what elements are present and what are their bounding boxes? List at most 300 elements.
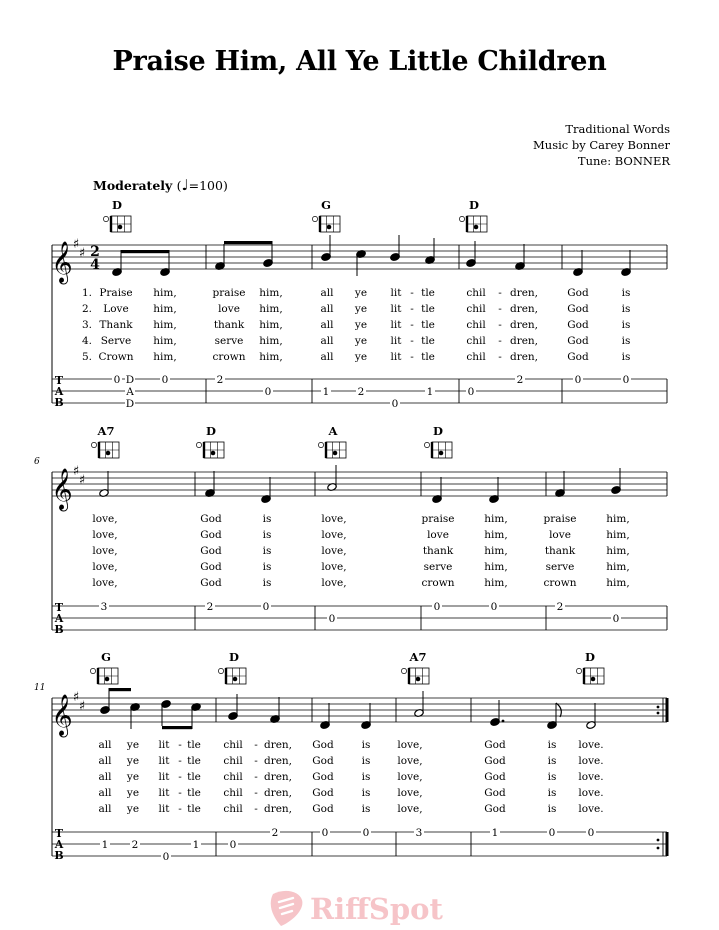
lyric-syllable: - <box>498 303 502 315</box>
lyric-syllable: dren, <box>509 351 539 363</box>
lyric-syllable: dren, <box>509 287 539 299</box>
page-title: Praise Him, All Ye Little Children <box>112 46 607 77</box>
lyric-syllable: God <box>567 319 589 331</box>
verse-number: 2. <box>81 303 92 315</box>
lyric-syllable: him, <box>153 287 177 299</box>
lyric-syllable: love, <box>92 529 118 541</box>
lyric-syllable: is <box>361 739 371 751</box>
lyric-syllable: dren, <box>263 787 293 799</box>
lyric-syllable: is <box>361 803 371 815</box>
lyric-syllable: is <box>547 787 557 799</box>
lyric-syllable: all <box>320 303 334 315</box>
repeat-dot <box>657 712 660 715</box>
lyric-syllable: God <box>567 287 589 299</box>
lyric-syllable: God <box>200 529 222 541</box>
credit-tune: Tune: BONNER <box>577 154 670 168</box>
lyric-syllable: - <box>410 335 414 347</box>
lyric-syllable: serve <box>545 561 575 573</box>
lyric-syllable: him, <box>259 319 283 331</box>
lyric-syllable: him, <box>484 529 508 541</box>
tab-number: 1 <box>322 386 330 398</box>
lyric-syllable: all <box>320 335 334 347</box>
tab-number: 2 <box>271 827 279 839</box>
finger-dot <box>591 677 596 682</box>
lyric-syllable: serve <box>423 561 453 573</box>
tab-number: 1 <box>192 839 200 851</box>
lyric-syllable: love. <box>578 755 604 767</box>
finger-dot <box>233 677 238 682</box>
tab-clef-b: B <box>54 849 64 862</box>
chord-diagram <box>576 668 604 684</box>
tab-clef-b: B <box>54 396 64 409</box>
lyric-syllable: love, <box>397 755 423 767</box>
lyric-syllable: is <box>361 755 371 767</box>
time-signature-top: 2 <box>90 244 100 260</box>
lyric-syllable: love, <box>397 739 423 751</box>
lyric-syllable: God <box>567 351 589 363</box>
tab-number: 2 <box>216 374 224 386</box>
lyric-syllable: him, <box>259 351 283 363</box>
lyric-syllable: him, <box>259 303 283 315</box>
lyric-syllable: him, <box>484 577 508 589</box>
chord-name: A <box>328 424 338 438</box>
open-string-marker <box>103 216 108 221</box>
lyric-syllable: God <box>484 803 506 815</box>
lyric-syllable: God <box>484 787 506 799</box>
lyric-syllable: God <box>567 335 589 347</box>
lyric-syllable: love, <box>92 577 118 589</box>
open-string-marker <box>459 216 464 221</box>
lyric-syllable: serve <box>214 335 244 347</box>
lyric-syllable: God <box>484 771 506 783</box>
lyric-syllable: thank <box>213 319 245 331</box>
logo-text: RiffSpot <box>310 892 443 926</box>
lyric-syllable: tle <box>187 787 201 799</box>
lyric-syllable: is <box>361 771 371 783</box>
lyric-syllable: him, <box>259 335 283 347</box>
lyric-syllable: him, <box>606 513 630 525</box>
measure-number: 6 <box>34 457 40 467</box>
lyric-syllable: - <box>254 787 258 799</box>
lyric-syllable: chil <box>466 319 486 331</box>
tab-clef-a: A <box>54 385 64 398</box>
measure-number: 11 <box>34 683 46 693</box>
lyric-syllable: - <box>178 739 182 751</box>
tempo-value: (♩=100) <box>176 176 228 194</box>
tab-number: 0 <box>622 374 630 386</box>
tab-clef-a: A <box>54 838 64 851</box>
finger-dot <box>333 451 338 456</box>
tab-number: 0 <box>321 827 329 839</box>
lyric-syllable: love, <box>397 787 423 799</box>
lyric-syllable: lit <box>158 771 170 783</box>
lyric-syllable: love, <box>321 513 347 525</box>
lyric-syllable: dren, <box>509 303 539 315</box>
riffspot-logo <box>265 888 455 928</box>
lyric-syllable: him, <box>153 351 177 363</box>
tab-number: 0 <box>391 398 399 410</box>
sharp-icon: ♯ <box>72 464 80 479</box>
lyric-syllable: Love <box>103 303 129 315</box>
repeat-dot <box>657 847 660 850</box>
note <box>100 688 110 714</box>
lyric-syllable: - <box>410 351 414 363</box>
lyric-syllable: him, <box>484 513 508 525</box>
lyric-syllable: is <box>547 803 557 815</box>
chord-diagram <box>312 216 340 232</box>
lyric-syllable: chil <box>223 787 243 799</box>
lyric-syllable: dren, <box>263 771 293 783</box>
chord-diagram <box>91 442 119 458</box>
note <box>390 235 400 261</box>
chord-diagram <box>90 668 118 684</box>
lyric-syllable: him, <box>606 545 630 557</box>
tab-number: 3 <box>100 601 108 613</box>
lyric-syllable: him, <box>484 545 508 557</box>
lyric-syllable: love, <box>321 561 347 573</box>
lyric-syllable: love, <box>321 577 347 589</box>
lyric-syllable: lit <box>158 755 170 767</box>
chord-diagram <box>424 442 452 458</box>
chord-diagram <box>103 216 131 232</box>
tab-number: 0 <box>433 601 441 613</box>
finger-dot <box>118 225 123 230</box>
lyric-syllable: chil <box>223 755 243 767</box>
lyric-syllable: all <box>98 787 112 799</box>
lyric-syllable: is <box>262 529 272 541</box>
lyric-syllable: - <box>178 755 182 767</box>
beam <box>224 241 272 244</box>
tab-number: 0 <box>587 827 595 839</box>
lyric-syllable: is <box>262 561 272 573</box>
tab-number: 0 <box>548 827 556 839</box>
lyric-syllable: God <box>200 513 222 525</box>
finger-dot <box>439 451 444 456</box>
lyric-syllable: love, <box>321 545 347 557</box>
finger-dot <box>105 677 110 682</box>
beam <box>162 726 192 729</box>
lyric-syllable: tle <box>421 335 435 347</box>
tab-number: 3 <box>415 827 423 839</box>
lyric-syllable: chil <box>466 335 486 347</box>
verse-number: 3. <box>81 319 92 331</box>
open-string-marker <box>576 668 581 673</box>
quarter-note-icon: ♩ <box>181 176 189 194</box>
tab-number: 1 <box>101 839 109 851</box>
tab-number: 0 <box>262 601 270 613</box>
lyric-syllable: is <box>621 319 631 331</box>
lyric-syllable: thank <box>544 545 576 557</box>
tab-clef-t: T <box>54 601 64 614</box>
chord-diagram <box>401 668 429 684</box>
lyric-syllable: love, <box>321 529 347 541</box>
lyric-syllable: Crown <box>98 351 134 363</box>
tab-number: 2 <box>131 839 139 851</box>
lyric-syllable: chil <box>223 803 243 815</box>
lyric-syllable: tle <box>187 771 201 783</box>
treble-clef-icon: 𝄞 <box>51 469 73 510</box>
tab-number: 0 <box>467 386 475 398</box>
lyric-syllable: love. <box>578 739 604 751</box>
tab-number: 0 <box>574 374 582 386</box>
tab-clef-t: T <box>54 374 64 387</box>
lyric-syllable: him, <box>259 287 283 299</box>
lyric-syllable: is <box>621 287 631 299</box>
lyric-syllable: ye <box>126 739 140 751</box>
sharp-icon: ♯ <box>72 237 80 252</box>
lyric-syllable: ye <box>354 335 368 347</box>
lyric-syllable: Thank <box>99 319 133 331</box>
lyric-syllable: God <box>312 755 334 767</box>
tab-open-string: D <box>125 374 135 386</box>
lyric-syllable: him, <box>606 577 630 589</box>
lyric-syllable: - <box>254 739 258 751</box>
lyric-syllable: - <box>498 319 502 331</box>
lyric-syllable: chil <box>466 303 486 315</box>
lyric-syllable: is <box>621 335 631 347</box>
open-string-marker <box>318 442 323 447</box>
lyric-syllable: tle <box>421 287 435 299</box>
verse-number: 5. <box>81 351 92 363</box>
finger-dot <box>327 225 332 230</box>
tab-number: 2 <box>516 374 524 386</box>
verse-number: 1. <box>81 287 92 299</box>
sharp-icon: ♯ <box>78 246 86 261</box>
lyric-syllable: love. <box>578 787 604 799</box>
lyric-syllable: tle <box>187 739 201 751</box>
lyric-syllable: ye <box>354 287 368 299</box>
lyric-syllable: - <box>178 803 182 815</box>
finger-dot <box>474 225 479 230</box>
tab-number: 2 <box>206 601 214 613</box>
lyric-syllable: is <box>262 577 272 589</box>
repeat-dot <box>657 706 660 709</box>
credit-words: Traditional Words <box>565 122 670 136</box>
open-string-marker <box>312 216 317 221</box>
tab-clef-a: A <box>54 612 64 625</box>
repeat-dot <box>657 839 660 842</box>
lyric-syllable: love <box>218 303 240 315</box>
lyric-syllable: thank <box>422 545 454 557</box>
note <box>321 235 331 261</box>
lyric-syllable: tle <box>421 351 435 363</box>
tab-clef-b: B <box>54 623 64 636</box>
finger-dot <box>106 451 111 456</box>
lyric-syllable: love, <box>397 803 423 815</box>
chord-name: D <box>206 424 216 438</box>
tab-number: 1 <box>426 386 434 398</box>
lyric-syllable: is <box>262 545 272 557</box>
lyric-syllable: God <box>200 577 222 589</box>
chord-name: D <box>112 198 122 212</box>
lyric-syllable: all <box>320 351 334 363</box>
lyric-syllable: - <box>254 755 258 767</box>
tempo-bpm: 100 <box>199 178 223 193</box>
lyric-syllable: praise <box>212 287 246 299</box>
lyric-syllable: is <box>361 787 371 799</box>
lyric-syllable: lit <box>390 319 402 331</box>
lyric-syllable: tle <box>421 303 435 315</box>
lyric-syllable: love. <box>578 771 604 783</box>
lyric-syllable: love, <box>92 561 118 573</box>
tab-number: 0 <box>362 827 370 839</box>
tab-clef-t: T <box>54 827 64 840</box>
lyric-syllable: lit <box>390 335 402 347</box>
lyric-syllable: - <box>410 287 414 299</box>
lyric-syllable: is <box>621 303 631 315</box>
sharp-icon: ♯ <box>78 473 86 488</box>
lyric-syllable: praise <box>421 513 455 525</box>
lyric-syllable: God <box>484 739 506 751</box>
open-string-marker <box>424 442 429 447</box>
lyric-syllable: God <box>312 739 334 751</box>
treble-clef-icon: 𝄞 <box>51 242 73 283</box>
lyric-syllable: lit <box>390 287 402 299</box>
tab-number: 1 <box>491 827 499 839</box>
sharp-icon: ♯ <box>78 699 86 714</box>
lyric-syllable: lit <box>158 787 170 799</box>
lyric-syllable: tle <box>187 803 201 815</box>
beam <box>121 250 169 253</box>
lyric-syllable: him, <box>153 319 177 331</box>
chord-name: A7 <box>97 424 115 438</box>
lyric-syllable: - <box>178 787 182 799</box>
lyric-syllable: ye <box>354 351 368 363</box>
chord-diagram <box>218 668 246 684</box>
lyric-syllable: chil <box>223 739 243 751</box>
lyric-syllable: ye <box>126 787 140 799</box>
lyric-syllable: ye <box>126 755 140 767</box>
chord-name: D <box>433 424 443 438</box>
tab-number: 0 <box>161 374 169 386</box>
lyric-syllable: - <box>498 287 502 299</box>
chord-name: A7 <box>409 650 427 664</box>
sharp-icon: ♯ <box>72 690 80 705</box>
lyric-syllable: all <box>98 771 112 783</box>
lyric-syllable: tle <box>187 755 201 767</box>
lyric-syllable: praise <box>543 513 577 525</box>
lyric-syllable: lit <box>390 351 402 363</box>
chord-diagram <box>459 216 487 232</box>
lyric-syllable: God <box>312 771 334 783</box>
lyric-syllable: chil <box>223 771 243 783</box>
tab-number: 0 <box>162 851 170 863</box>
lyric-syllable: crown <box>212 351 246 363</box>
lyric-syllable: dren, <box>263 755 293 767</box>
lyric-syllable: ye <box>126 803 140 815</box>
lyric-syllable: all <box>98 739 112 751</box>
lyric-syllable: - <box>498 335 502 347</box>
lyric-syllable: all <box>98 803 112 815</box>
chord-name: G <box>321 198 331 212</box>
treble-clef-icon: 𝄞 <box>51 695 73 736</box>
lyric-syllable: God <box>484 755 506 767</box>
lyric-syllable: God <box>200 545 222 557</box>
lyric-syllable: lit <box>390 303 402 315</box>
lyric-syllable: dren, <box>509 335 539 347</box>
open-string-marker <box>218 668 223 673</box>
lyric-syllable: all <box>320 319 334 331</box>
tab-number: 2 <box>357 386 365 398</box>
lyric-syllable: him, <box>153 303 177 315</box>
tab-number: 0 <box>328 613 336 625</box>
lyric-syllable: him, <box>606 561 630 573</box>
lyric-syllable: is <box>547 771 557 783</box>
lyric-syllable: him, <box>484 561 508 573</box>
lyric-syllable: all <box>320 287 334 299</box>
open-string-marker <box>91 442 96 447</box>
lyric-syllable: lit <box>158 803 170 815</box>
credit-music: Music by Carey Bonner <box>533 138 670 152</box>
lyric-syllable: dren, <box>263 739 293 751</box>
lyric-syllable: crown <box>543 577 577 589</box>
tab-number: 2 <box>556 601 564 613</box>
chord-name: D <box>229 650 239 664</box>
tab-number: 0 <box>113 374 121 386</box>
lyric-syllable: tle <box>421 319 435 331</box>
chord-diagram <box>196 442 224 458</box>
lyric-syllable: dren, <box>509 319 539 331</box>
tempo-label: Moderately <box>93 178 173 193</box>
lyric-syllable: love, <box>92 513 118 525</box>
tab-number: 0 <box>264 386 272 398</box>
finger-dot <box>416 677 421 682</box>
lyric-syllable: - <box>254 771 258 783</box>
lyric-syllable: - <box>254 803 258 815</box>
lyric-syllable: love, <box>92 545 118 557</box>
lyric-syllable: ye <box>354 303 368 315</box>
dot <box>502 720 505 723</box>
lyric-syllable: dren, <box>263 803 293 815</box>
lyric-syllable: - <box>410 303 414 315</box>
lyric-syllable: Serve <box>100 335 132 347</box>
lyric-syllable: all <box>98 755 112 767</box>
chord-diagram <box>318 442 346 458</box>
lyric-syllable: love, <box>397 771 423 783</box>
lyric-syllable: God <box>567 303 589 315</box>
lyric-syllable: is <box>547 739 557 751</box>
lyric-syllable: God <box>200 561 222 573</box>
finger-dot <box>211 451 216 456</box>
lyric-syllable: love. <box>578 803 604 815</box>
lyric-syllable: love <box>549 529 571 541</box>
tab-number: 0 <box>612 613 620 625</box>
lyric-syllable: love <box>427 529 449 541</box>
lyric-syllable: him, <box>606 529 630 541</box>
guitar-pick-icon <box>271 891 303 926</box>
lyric-syllable: him, <box>153 335 177 347</box>
open-string-marker <box>90 668 95 673</box>
lyric-syllable: ye <box>354 319 368 331</box>
lyric-syllable: is <box>262 513 272 525</box>
time-signature-bottom: 4 <box>90 257 100 273</box>
lyric-syllable: crown <box>421 577 455 589</box>
lyric-syllable: God <box>312 787 334 799</box>
lyric-syllable: God <box>312 803 334 815</box>
lyric-syllable: ye <box>126 771 140 783</box>
chord-name: D <box>469 198 479 212</box>
lyric-syllable: - <box>178 771 182 783</box>
lyric-syllable: is <box>621 351 631 363</box>
lyric-syllable: is <box>547 755 557 767</box>
tab-number: 0 <box>229 839 237 851</box>
lyric-syllable: - <box>498 351 502 363</box>
lyric-syllable: - <box>410 319 414 331</box>
open-string-marker <box>196 442 201 447</box>
chord-name: G <box>101 650 111 664</box>
open-string-marker <box>401 668 406 673</box>
tab-open-string: D <box>125 398 135 410</box>
